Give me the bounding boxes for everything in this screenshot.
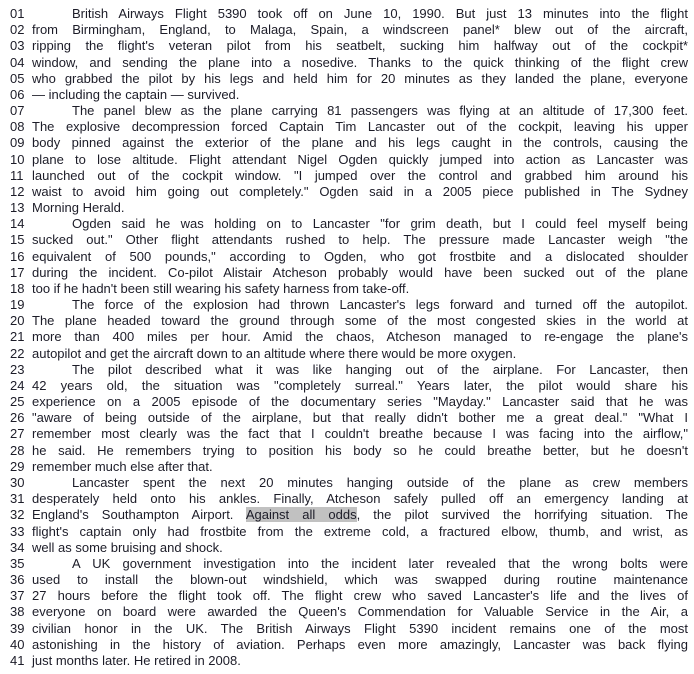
line-text: well as some bruising and shock. bbox=[32, 539, 223, 555]
line-text: who grabbed the pilot by his legs and held him for 20 minutes as they landed the plane, everyone bbox=[32, 70, 688, 86]
line-text: 42 years old, the situation was "completely surreal." Years later, the pilot would share his bbox=[32, 377, 688, 393]
line-row bbox=[10, 588, 688, 604]
line-text: remember most clearly was the fact that I couldn't breathe because I was facing into the airflow," bbox=[32, 426, 688, 442]
line-number: 03 bbox=[10, 38, 25, 54]
line-number: 37 bbox=[10, 588, 25, 604]
line-text: desperately held onto his ankles. Finally, Atcheson safely pulled off an emergency landing at bbox=[32, 491, 688, 507]
line-row bbox=[10, 152, 688, 168]
line-text: more than 400 miles per hour. Amid the chaos, Atcheson managed to re-engage the plane's bbox=[32, 329, 688, 345]
line-number: 24 bbox=[10, 377, 25, 393]
line-number: 14 bbox=[10, 216, 25, 232]
line-text: flight's captain only had frostbite from the extreme cold, a fractured elbow, thumb, and wrist, as bbox=[32, 523, 688, 539]
line-text: civilian honor in the UK. The British Airways Flight 5390 incident remains one of the most bbox=[32, 620, 688, 636]
line-row bbox=[10, 22, 688, 38]
highlighted-phrase: Against all odds bbox=[245, 507, 357, 523]
line-text: window, and sending the plane into a nosedive. Thanks to the quick thinking of the flight crew bbox=[32, 54, 688, 70]
line-text: autopilot and get the aircraft down to an altitude where there would be more oxygen. bbox=[32, 345, 517, 361]
line-number: 40 bbox=[10, 636, 25, 652]
line-row bbox=[10, 168, 688, 184]
line-row bbox=[10, 184, 688, 200]
line-number: 09 bbox=[10, 135, 25, 151]
line-text: equivalent of 500 pounds," according to Ogden, who got frostbite and a dislocated shoulder bbox=[32, 248, 688, 264]
line-number: 34 bbox=[10, 539, 25, 555]
text-segment: , the pilot survived the horrifying situation. The bbox=[356, 507, 689, 523]
line-number: 17 bbox=[10, 264, 25, 280]
line-number: 08 bbox=[10, 119, 25, 135]
line-number: 22 bbox=[10, 345, 25, 361]
line-text: The panel blew as the plane carrying 81 passengers was flying at an altitude of 17,300 feet. bbox=[72, 103, 688, 119]
line-text: used to install the blown-out windshield, which was swapped during routine maintenance bbox=[32, 572, 688, 588]
line-text: astonishing in the history of aviation. Perhaps even more amazingly, Lancaster was back flying bbox=[32, 636, 688, 652]
line-number: 10 bbox=[10, 151, 25, 167]
line-text: launched out of the cockpit window. "I jumped over the control and grabbed him around his bbox=[32, 167, 688, 183]
line-text: everyone on board were awarded the Queen's Commendation for Valuable Service in the Air, a bbox=[32, 604, 688, 620]
line-text: waist to avoid him going out completely." Ogden said in a 2005 piece published in The Sydney bbox=[32, 183, 688, 199]
line-text: British Airways Flight 5390 took off on June 10, 1990. But just 13 minutes into the flight bbox=[72, 6, 688, 21]
line-row bbox=[10, 313, 688, 329]
line-text: during the incident. Co-pilot Alistair Atcheson probably would have been sucked out of the plane bbox=[32, 264, 688, 280]
line-text: The plane headed toward the ground through some of the most congested skies in the world at bbox=[32, 313, 688, 329]
line-row bbox=[10, 362, 688, 378]
line-text: body pinned against the exterior of the plane and his legs caught in the controls, causing the bbox=[32, 135, 688, 151]
line-row bbox=[10, 394, 688, 410]
line-text: experience on a 2005 episode of the documentary series "Mayday." Lancaster said that he was bbox=[32, 394, 688, 410]
line-row bbox=[10, 426, 688, 442]
line-number: 28 bbox=[10, 442, 25, 458]
line-text: ripping the flight's veteran pilot from his seatbelt, sucking him halfway out of the cockpit* bbox=[32, 38, 688, 54]
line-number: 39 bbox=[10, 620, 25, 636]
line-row bbox=[10, 55, 688, 71]
line-row bbox=[10, 556, 688, 572]
line-number: 27 bbox=[10, 426, 25, 442]
line-number: 19 bbox=[10, 297, 25, 313]
line-number: 33 bbox=[10, 523, 25, 539]
line-row bbox=[10, 71, 688, 87]
line-number: 16 bbox=[10, 248, 25, 264]
line-row bbox=[10, 459, 688, 475]
line-number: 12 bbox=[10, 183, 25, 199]
line-row bbox=[10, 87, 688, 103]
line-row bbox=[10, 637, 688, 653]
line-number: 29 bbox=[10, 458, 25, 474]
line-row bbox=[10, 524, 688, 540]
line-number: 02 bbox=[10, 22, 25, 38]
line-number: 36 bbox=[10, 572, 25, 588]
line-number: 38 bbox=[10, 604, 25, 620]
line-row bbox=[10, 621, 688, 637]
line-text: he said. He remembers trying to position his body so he could breathe better, but he doesn't bbox=[32, 442, 688, 458]
line-row bbox=[10, 38, 688, 54]
line-row bbox=[10, 540, 688, 556]
line-number: 05 bbox=[10, 70, 25, 86]
line-text: — including the captain — survived. bbox=[32, 86, 240, 102]
line-number: 25 bbox=[10, 394, 25, 410]
line-text: A UK government investigation into the incident later revealed that the wrong bolts were bbox=[72, 555, 688, 571]
text-lines bbox=[10, 6, 688, 669]
line-row bbox=[10, 265, 688, 281]
line-row bbox=[10, 249, 688, 265]
line-number: 13 bbox=[10, 200, 25, 216]
line-number: 20 bbox=[10, 313, 25, 329]
line-text bbox=[32, 507, 688, 523]
line-text: Ogden said he was holding on to Lancaster "for grim death, but I could feel myself being bbox=[72, 216, 688, 232]
line-text: The force of the explosion had thrown Lancaster's legs forward and turned off the autopilot. bbox=[72, 297, 688, 313]
line-number: 31 bbox=[10, 491, 25, 507]
line-row bbox=[10, 653, 688, 669]
line-number: 18 bbox=[10, 280, 25, 296]
line-text: remember much else after that. bbox=[32, 458, 213, 474]
line-row bbox=[10, 443, 688, 459]
line-text: Lancaster spent the next 20 minutes hanging outside of the plane as crew members bbox=[72, 474, 688, 490]
line-row bbox=[10, 378, 688, 394]
line-text: The pilot described what it was like hanging out of the airplane. For Lancaster, then bbox=[72, 361, 688, 377]
line-text: "aware of being outside of the airplane, but that really didn't bother me a great deal." "What I bbox=[32, 410, 688, 426]
line-text: sucked out." Other flight attendants rushed to help. The pressure made Lancaster weigh "the bbox=[32, 232, 688, 248]
line-number: 30 bbox=[10, 474, 25, 490]
line-row bbox=[10, 329, 688, 345]
line-number: 01 bbox=[10, 6, 25, 21]
line-number: 32 bbox=[10, 507, 25, 523]
line-row bbox=[10, 232, 688, 248]
line-text: Morning Herald. bbox=[32, 200, 125, 216]
line-row bbox=[10, 346, 688, 362]
line-text: from Birmingham, England, to Malaga, Spain, a windscreen panel* blew out of the aircraft, bbox=[32, 22, 688, 38]
line-row bbox=[10, 410, 688, 426]
line-row bbox=[10, 297, 688, 313]
line-number: 41 bbox=[10, 652, 25, 668]
line-text: The explosive decompression forced Captain Tim Lancaster out of the cockpit, leaving his upper bbox=[32, 119, 688, 135]
line-number: 21 bbox=[10, 329, 25, 345]
line-row bbox=[10, 491, 688, 507]
line-number: 35 bbox=[10, 555, 25, 571]
line-number: 23 bbox=[10, 361, 25, 377]
line-row bbox=[10, 200, 688, 216]
text-segment: England's Southampton Airport. bbox=[32, 507, 246, 523]
line-row bbox=[10, 572, 688, 588]
line-number: 15 bbox=[10, 232, 25, 248]
line-text: too if he hadn't been still wearing his safety harness from take-off. bbox=[32, 280, 410, 296]
line-number: 26 bbox=[10, 410, 25, 426]
line-number: 11 bbox=[10, 167, 24, 183]
line-row bbox=[10, 604, 688, 620]
line-row bbox=[10, 119, 688, 135]
line-number: 04 bbox=[10, 54, 25, 70]
line-text: 27 hours before the flight took off. The flight crew who saved Lancaster's life and the lives of bbox=[32, 588, 688, 604]
line-number: 06 bbox=[10, 86, 25, 102]
line-row bbox=[10, 103, 688, 119]
line-row bbox=[10, 135, 688, 151]
line-row bbox=[10, 6, 688, 22]
line-text: plane to lose altitude. Flight attendant Nigel Ogden quickly jumped into action as Lancaster was bbox=[32, 151, 688, 167]
line-text: just months later. He retired in 2008. bbox=[32, 652, 241, 668]
line-row bbox=[10, 216, 688, 232]
line-row bbox=[10, 281, 688, 297]
line-row bbox=[10, 507, 688, 523]
line-number: 07 bbox=[10, 103, 25, 119]
line-row bbox=[10, 475, 688, 491]
